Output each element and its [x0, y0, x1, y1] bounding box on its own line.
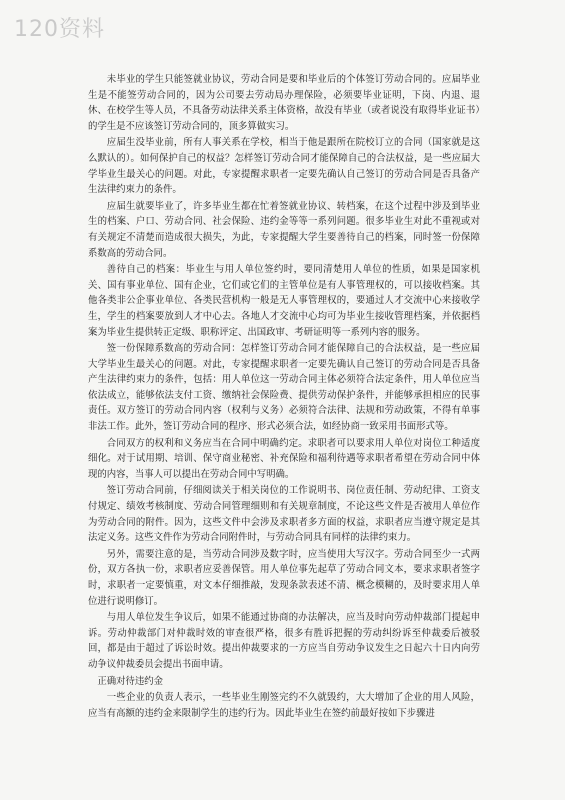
paragraph: 善待自己的档案：毕业生与用人单位签约时，要同清楚用人单位的性质，如果是国家机关、国有事业单位、国有企业，它们或它们的主管单位是有人事管理权的，可以接收档案。其他各类非公企事业单位、各类民营机构一般是无人事管理权的，要通过人才交流中心来接收学生，学生的档案要放到人才中心去。各地人才交流中心均可为毕业生接收管理档案，并依据档案为毕业生提供转正定级、职称评定、出国政审、考研证明等一系列内容的服务。 [88, 264, 480, 338]
watermark-logo: 120资料 [14, 17, 105, 42]
paragraph: 应届生就要毕业了，许多毕业生都在忙着签就业协议、转档案，在这个过程中涉及到毕业生的档案、户口、劳动合同、社会保险、违约金等等一系列问题。很多毕业生对此不重视或对有关规定不清楚而造成很大损失，为此，专家提醒大学生要善待自己的档案，同时签一份保障系数高的劳动合同。 [88, 200, 480, 259]
paragraph: 未毕业的学生只能签就业协议，劳动合同是要和毕业后的个体签订劳动合同的。应届毕业生是不能签劳动合同的，因为公司要去劳动局办理保险，必须要毕业证明，下岗、内退、退休、在校学生等人员，不具备劳动法律关系主体资格，故没有毕业（或者说没有取得毕业证书）的学生是不应该签订劳动合同的，顶多算做实习。 [88, 74, 480, 132]
paragraph: 另外，需要注意的是，当劳动合同涉及数字时，应当使用大写汉字。劳动合同至少一式两份，双方各执一份，求职者应妥善保管。用人单位事先起草了劳动合同文本，要求求职者签字时，求职者一定要慎重，对文本仔细推敲，发现条款表述不清、概念模糊的，及时要求用人单位进行说明修订。 [88, 548, 480, 607]
paragraph: 与用人单位发生争议后，如果不能通过协商的办法解决，应当及时向劳动仲裁部门提起申诉。劳动仲裁部门对仲裁时效的审查很严格，很多有胜诉把握的劳动纠纷诉至仲裁委后被驳回，都是由于超过了诉讼时效。提出仲裁要求的一方应当自劳动争议发生之日起六十日内向劳动争议仲裁委员会提出书面申请。 [88, 612, 480, 670]
paragraph: 合同双方的权利和义务应当在合同中明确约定。求职者可以要求用人单位对岗位工种适度细化。对于试用期、培训、保守商业秘密、补充保险和福利待遇等求职者希望在劳动合同中体现的内容，当事人可以提出在劳动合同中写明确。 [88, 437, 480, 480]
paragraph: 签订劳动合同前，仔细阅读关于相关岗位的工作说明书、岗位责任制、劳动纪律、工资支付规定、绩效考核制度、劳动合同管理细则和有关规章制度，不论这些文件是否被用人单位作为劳动合同的附件。因为，这些文件中会涉及求职者多方面的权益，求职者应当遵守规定是其法定义务。这些文件作为劳动合同附件时，与劳动合同具有同样的法律约束力。 [88, 485, 480, 544]
section-heading: 正确对待违约金 [97, 675, 164, 687]
paragraph: 一些企业的负责人表示，一些毕业生刚签完约不久就毁约，大大增加了企业的用人风险，应当有高额的违约金来限制学生的违约行为。因此毕业生在签约前最好按如下步骤进 [88, 692, 480, 719]
document-body [88, 72, 480, 722]
paragraph: 应届生没毕业前，所有人事关系在学校，相当于他是跟所在院校订立的合同（国家就是这么默认的）。如何保护自己的权益？怎样签订劳动合同才能保障自己的合法权益，是一些应届大学毕业生最关心的问题。对此，专家提醒求职者一定要先确认自己签订的劳动合同是否具备产生法律约束力的条件。 [88, 137, 480, 196]
paragraph: 签一份保障系数高的劳动合同：怎样签订劳动合同才能保障自己的合法权益，是一些应届大学毕业生最关心的问题。对此，专家提醒求职者一定要先确认自己签订的劳动合同是否具备产生法律约束力的条件，包括：用人单位这一劳动合同主体必须符合法定条件，用人单位应当依法成立，能够依法支付工资、缴纳社会保险费、提供劳动保护条件，并能够承担相应的民事责任。双方签订的劳动合同内容（权利与义务）必须符合法律、法规和劳动政策，不得有单事非法工作。此外，签订劳动合同的程序、形式必须合法，如经协商一致采用书面形式等。 [88, 343, 480, 433]
